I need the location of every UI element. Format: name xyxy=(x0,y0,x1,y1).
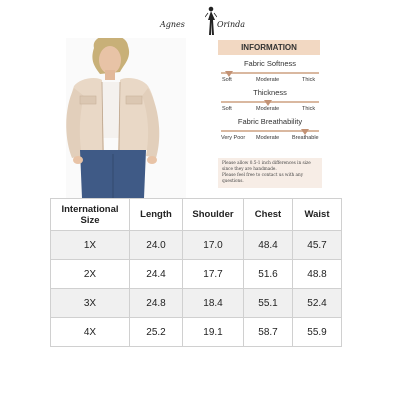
model-photo xyxy=(66,38,186,198)
table-cell: 25.2 xyxy=(130,318,183,347)
table-row xyxy=(51,231,342,260)
breathability-scale-bar xyxy=(221,130,319,132)
table-cell: 24.4 xyxy=(130,260,183,289)
table-cell: 24.0 xyxy=(130,231,183,260)
header-text-line: International xyxy=(61,203,119,215)
table-cell: 18.4 xyxy=(183,289,244,318)
table-cell: 55.1 xyxy=(244,289,293,318)
scale-title-thickness: Thickness xyxy=(253,88,287,97)
table-cell: 3X xyxy=(51,289,130,318)
scale-label: Moderate xyxy=(256,106,280,112)
brand-logo xyxy=(160,6,270,38)
table-cell: 48.4 xyxy=(244,231,293,260)
column-header-size xyxy=(51,199,130,231)
softness-scale-bar xyxy=(221,72,319,74)
column-header-shoulder: Shoulder xyxy=(183,199,244,231)
table-row xyxy=(51,289,342,318)
table-row xyxy=(51,260,342,289)
header-text-line: Size xyxy=(80,214,100,226)
logo-figure-icon xyxy=(205,6,217,36)
table-cell: 1X xyxy=(51,231,130,260)
thickness-scale-bar xyxy=(221,101,319,103)
brand-name-right: Orinda xyxy=(217,20,245,29)
column-header-waist: Waist xyxy=(293,199,342,231)
table-header-row xyxy=(51,199,342,231)
table-cell: 19.1 xyxy=(183,318,244,347)
table-cell: 17.7 xyxy=(183,260,244,289)
fabric-info-panel xyxy=(218,40,322,190)
scale-label: Thick xyxy=(302,106,316,112)
table-cell: 48.8 xyxy=(293,260,342,289)
table-cell: 4X xyxy=(51,318,130,347)
column-header-length: Length xyxy=(130,199,183,231)
column-header-chest: Chest xyxy=(244,199,293,231)
table-cell: 17.0 xyxy=(183,231,244,260)
table-cell: 58.7 xyxy=(244,318,293,347)
note-line: Please feel free to contact us with any questions. xyxy=(222,172,304,183)
scale-label: Moderate xyxy=(256,135,280,141)
table-cell: 2X xyxy=(51,260,130,289)
table-cell: 52.4 xyxy=(293,289,342,318)
scale-label: Very Poor xyxy=(221,135,246,141)
table-cell: 24.8 xyxy=(130,289,183,318)
size-chart-table xyxy=(50,198,342,347)
scale-label: Breathable xyxy=(292,135,319,141)
scale-label: Thick xyxy=(302,77,316,83)
scale-label: Moderate xyxy=(256,77,280,83)
table-cell: 55.9 xyxy=(293,318,342,347)
info-banner: INFORMATION xyxy=(218,40,320,55)
table-cell: 51.6 xyxy=(244,260,293,289)
scale-title-softness: Fabric Softness xyxy=(243,59,297,68)
size-note xyxy=(218,158,322,188)
brand-name-left: Agnes xyxy=(160,20,185,29)
scale-label: Soft xyxy=(222,106,232,112)
table-cell: 45.7 xyxy=(293,231,342,260)
note-line: since they are handmade. xyxy=(222,166,277,171)
table-row xyxy=(51,318,342,347)
note-line: Please allow 0.5-1 inch differences in size xyxy=(222,160,311,165)
scale-title-breathability: Fabric Breathability xyxy=(237,117,303,126)
scale-label: Soft xyxy=(222,77,232,83)
